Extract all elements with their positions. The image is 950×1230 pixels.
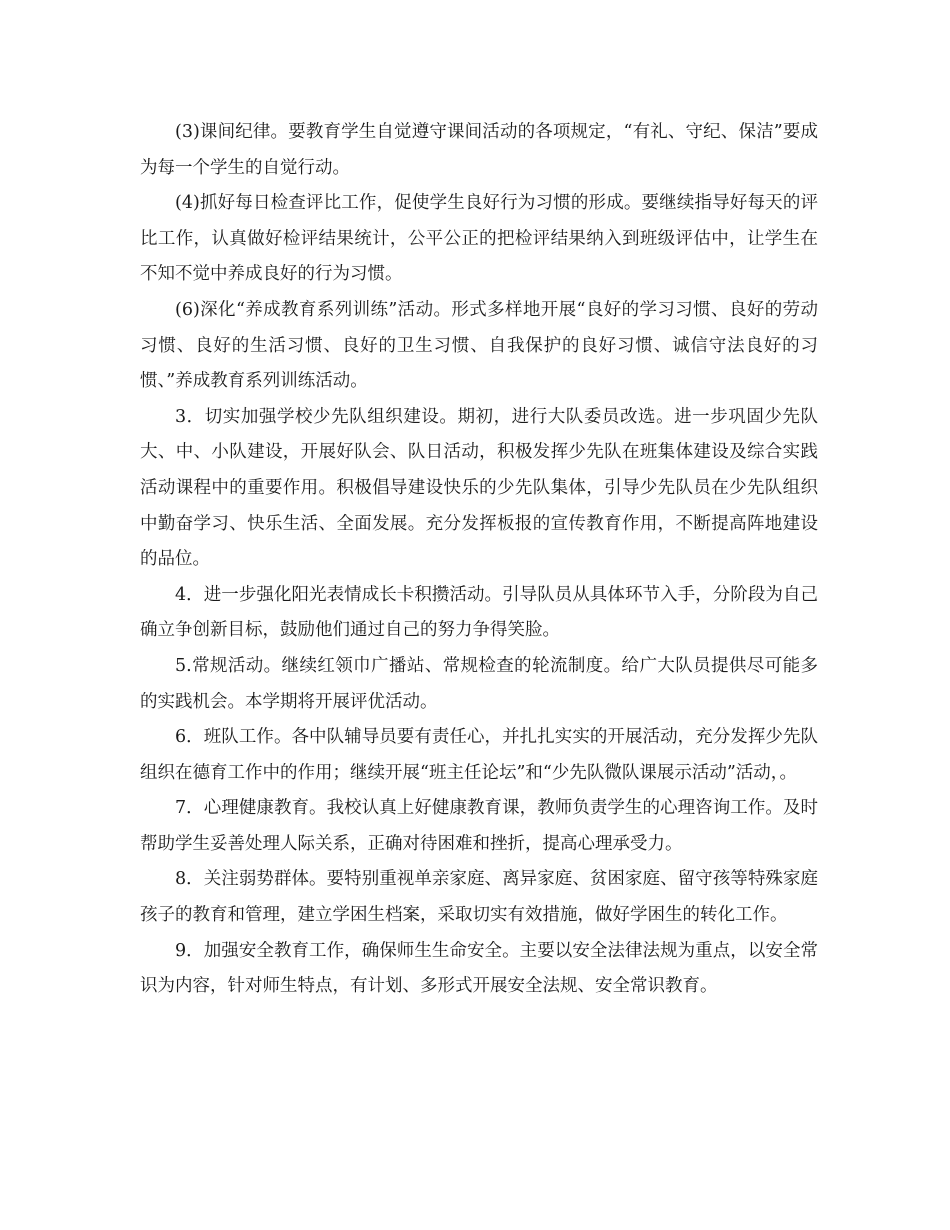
paragraph-squad-work: 6．班队工作。各中队辅导员要有责任心，并扎扎实实的开展活动，充分发挥少先队组织在德育工作中的作用；继续开展“班主任论坛”和“少先队微队课展示活动”活动，。 [140,727,818,783]
paragraph-class-break-discipline: (3)课间纪律。要教育学生自觉遵守课间活动的各项规定，“有礼、守纪、保洁”要成为每一个学生的自觉行动。 [140,122,818,178]
paragraph-vulnerable-groups: 8．关注弱势群体。要特别重视单亲家庭、离异家庭、贫困家庭、留守孩等特殊家庭孩子的教育和管理，建立学困生档案，采取切实有效措施，做好学困生的转化工作。 [140,869,818,926]
paragraph-routine-activities: 5.常规活动。继续红领巾广播站、常规检查的轮流制度。给广大队员提供尽可能多的实践机会。本学期将开展评优活动。 [140,655,818,712]
document-body [140,115,818,1005]
paragraph-habit-training: (6)深化“养成教育系列训练”活动。形式多样地开展“良好的学习习惯、良好的劳动习惯、良好的生活习惯、良好的卫生习惯、自我保护的良好习惯、诚信守法良好的习惯、”养成教育系列训练活动。 [140,299,818,392]
paragraph-daily-inspection: (4)抓好每日检查评比工作，促使学生良好行为习惯的形成。要继续指导好每天的评比工作，认真做好检评结果统计，公平公正的把检评结果纳入到班级评估中，让学生在不知不觉中养成良好的行为习惯。 [140,193,818,285]
paragraph-sunshine-growth-card: 4．进一步强化阳光表情成长卡积攒活动。引导队员从具体环节入手，分阶段为自己确立争创新目标，鼓励他们通过自己的努力争得笑脸。 [140,584,818,641]
paragraph-safety-education: 9．加强安全教育工作，确保师生生命安全。主要以安全法律法规为重点，以安全常识为内容，针对师生特点，有计划、多形式开展安全法规、安全常识教育。 [140,940,818,997]
paragraph-young-pioneers-organization: 3．切实加强学校少先队组织建设。期初，进行大队委员改选。进一步巩固少先队大、中、小队建设，开展好队会、队日活动，积极发挥少先队在班集体建设及综合实践活动课程中的重要作用。积极倡导建设快乐的少先队集体，引导少先队员在少先队组织中勤奋学习、快乐生活、全面发展。充分发挥板报的宣传教育作用，不断提高阵地建设的品位。 [140,406,818,570]
paragraph-mental-health: 7．心理健康教育。我校认真上好健康教育课，教师负责学生的心理咨询工作。及时帮助学生妥善处理人际关系，正确对待困难和挫折，提高心理承受力。 [140,798,818,854]
